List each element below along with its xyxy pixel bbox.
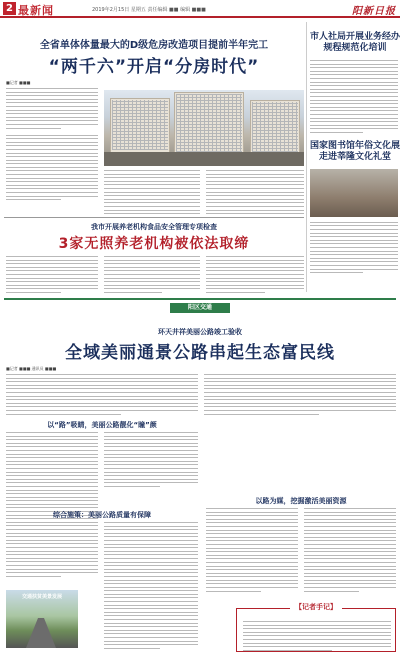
paper-logo: 阳新日报 <box>352 6 396 17</box>
lead-text-col1 <box>6 88 98 203</box>
feature-kicker: 环天井祥美丽公路竣工验收 <box>158 328 242 336</box>
notes-box <box>236 608 396 652</box>
divider <box>4 217 304 218</box>
feature-body-col4 <box>206 508 298 594</box>
feature-subhead-right: 以路为媒，挖掘激活美丽资源 <box>255 497 347 505</box>
lead-title: “两千六”开启“分房时代” <box>48 57 260 77</box>
right-story2-photo <box>310 169 398 217</box>
feature-byline: ■记者 ■■■ 通讯员 ■■■ <box>6 366 57 371</box>
section-title: 最新闻 <box>18 4 54 17</box>
second-title: 3家无照养老机构被依法取缔 <box>58 236 250 252</box>
second-text-col3 <box>206 256 304 296</box>
lead-text-col2 <box>104 170 200 220</box>
right-story1-text <box>310 60 398 133</box>
page-number: 2 <box>3 2 16 15</box>
road-photo-caption: 交通扶贫美景发展 <box>21 594 62 600</box>
feature-intro-col2 <box>204 374 396 417</box>
right-story1-title: 市人社局开展业务经办规程规范化培训 <box>310 32 400 53</box>
section-banner: 阳区交通 <box>170 303 230 313</box>
issue-info: 2019年2月15日 星期五 责任编辑 ■■ 编辑 ■■■ <box>92 7 206 13</box>
feature-subhead-left: 以“路”吸睛，美丽公路靓化“瞳”颜 <box>47 421 157 429</box>
notes-title: 【记者手记】 <box>290 602 342 612</box>
feature-subhead-mid: 综合施策：美丽公路质量有保障 <box>53 511 151 519</box>
feature-body-col3 <box>104 522 198 651</box>
feature-intro-col1 <box>6 374 198 417</box>
column-divider <box>306 22 307 292</box>
feature-body-col2 <box>104 432 198 490</box>
feature-body-col5 <box>304 508 396 594</box>
second-kicker: 我市开展养老机构食品安全管理专项检查 <box>91 223 217 231</box>
right-story2-title: 国家图书馆年俗文化展走进莘隆文化礼堂 <box>310 140 400 162</box>
masthead <box>0 0 400 18</box>
right-story2-text <box>310 222 398 273</box>
notes-text <box>243 621 391 653</box>
right-column <box>310 22 400 276</box>
divider <box>4 298 396 300</box>
feature-title: 全域美丽通景公路串起生态富民线 <box>65 343 335 363</box>
lead-text-col3 <box>206 170 304 220</box>
feature-body-col1 <box>6 432 98 579</box>
lead-photo <box>104 90 304 166</box>
lead-kicker: 全省单体体量最大的D级危房改造项目提前半年完工 <box>39 40 269 51</box>
second-text-col2 <box>104 256 200 296</box>
second-text-col1 <box>6 256 98 296</box>
lead-byline: ■记者 ■■■ <box>6 80 31 85</box>
